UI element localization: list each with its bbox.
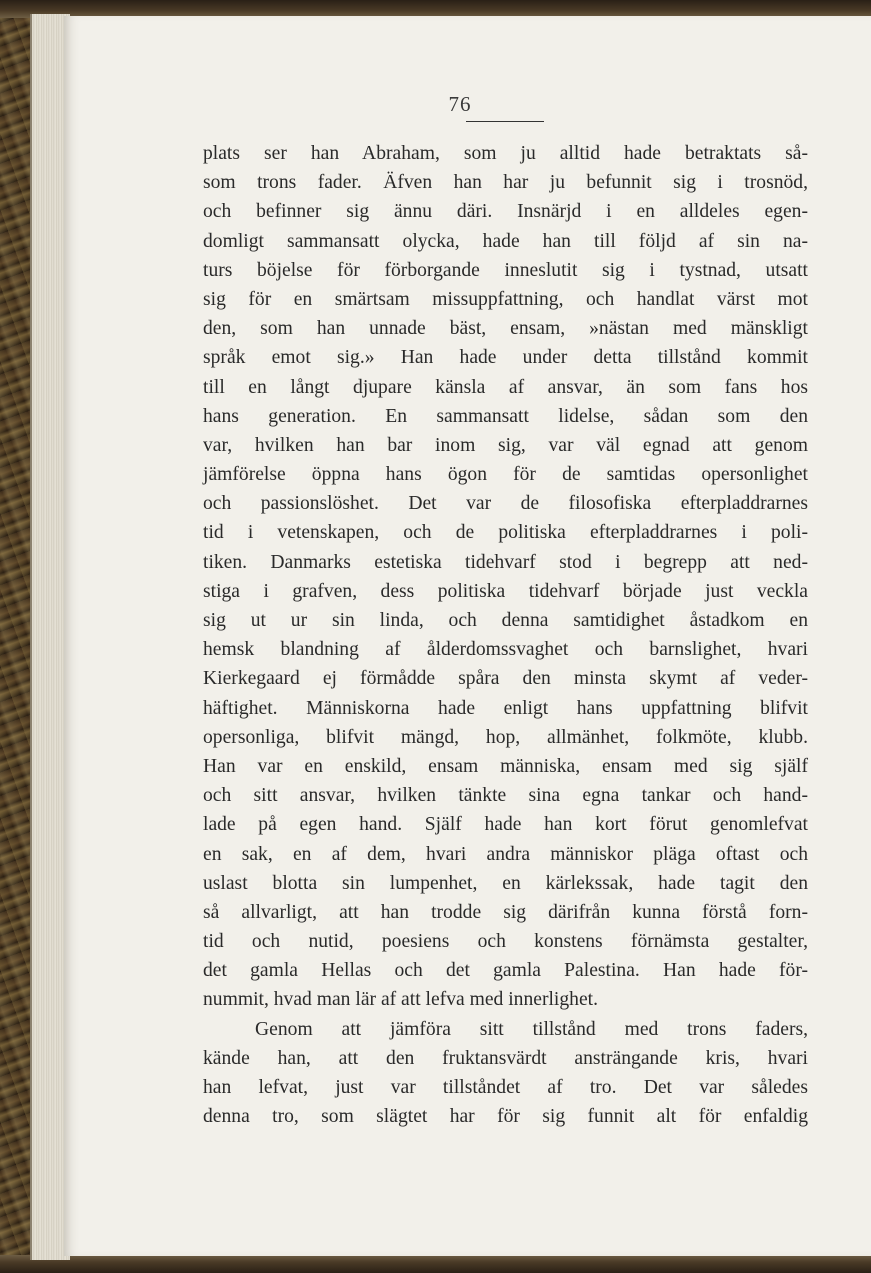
text-line: så allvarligt, att han trodde sig därifrån kunna förstå forn- <box>203 901 808 923</box>
text-line: opersonliga, blifvit mängd, hop, allmänhet, folkmöte, klubb. <box>203 726 808 748</box>
text-line: hans generation. En sammansatt lidelse, sådan som den <box>203 405 808 427</box>
text-line: var, hvilken han bar inom sig, var väl egnad att genom <box>203 434 808 456</box>
text-line: häftighet. Människorna hade enligt hans uppfattning blifvit <box>203 697 808 719</box>
text-line: jämförelse öppna hans ögon för de samtidas opersonlighet <box>203 464 808 486</box>
text-line: uslast blotta sin lumpenhet, en kärlekssak, hade tagit den <box>203 872 808 894</box>
text-line: Genom att jämföra sitt tillstånd med trons faders, <box>255 1018 808 1040</box>
text-line: Kierkegaard ej förmådde spåra den minsta skymt af veder- <box>203 668 808 690</box>
text-line: denna tro, som slägtet har för sig funnit alt för enfaldig <box>203 1106 808 1128</box>
text-line: tid i vetenskapen, och de politiska efterpladdrarnes i poli- <box>203 522 808 544</box>
text-line: han lefvat, just var tillståndet af tro. Det var således <box>203 1077 808 1098</box>
text-line: det gamla Hellas och det gamla Palestina. Han hade för- <box>203 960 808 982</box>
text-line: tid och nutid, poesiens och konstens förnämsta gestalter, <box>203 931 808 953</box>
text-line: lade på egen hand. Själf hade han kort förut genomlefvat <box>203 814 808 836</box>
text-line: en sak, en af dem, hvari andra människor pläga oftast och <box>203 843 808 865</box>
text-line: Han var en enskild, ensam människa, ensam med sig själf <box>203 755 808 777</box>
text-line: och befinner sig ännu däri. Insnärjd i en alldeles egen- <box>203 201 808 223</box>
text-line: den, som han unnade bäst, ensam, »nästan med mänskligt <box>203 318 808 340</box>
text-line: och sitt ansvar, hvilken tänkte sina egna tankar och hand- <box>203 785 808 807</box>
text-line: kände han, att den fruktansvärdt ansträngande kris, hvari <box>203 1047 808 1069</box>
text-line: tiken. Danmarks estetiska tidehvarf stod i begrepp att ned- <box>203 551 808 573</box>
body-text <box>203 139 808 1131</box>
text-line: stiga i grafven, dess politiska tidehvarf började just veckla <box>203 580 808 602</box>
text-line: språk emot sig.» Han hade under detta tillstånd kommit <box>203 347 808 369</box>
text-line: sig för en smärtsam missuppfattning, och handlat värst mot <box>203 288 808 310</box>
text-line: nummit, hvad man lär af att lefva med innerlighet. <box>203 989 599 1011</box>
text-line: turs böjelse för förborgande inneslutit sig i tystnad, utsatt <box>203 259 808 281</box>
text-line: hemsk blandning af ålderdomssvaghet och barnslighet, hvari <box>203 639 808 661</box>
text-line: sig ut ur sin linda, och denna samtidighet åstadkom en <box>203 610 808 631</box>
text-line: och passionslöshet. Det var de filosofiska efterpladdrarnes <box>203 493 808 515</box>
text-line: till en långt djupare känsla af ansvar, än som fans hos <box>203 376 808 398</box>
bottom-edge <box>0 1255 871 1273</box>
page-number: 76 <box>448 92 472 116</box>
page-number-rule <box>466 121 544 122</box>
binding-marbling <box>0 0 34 1273</box>
text-line: som trons fader. Äfven han har ju befunnit sig i trosnöd, <box>203 172 808 194</box>
text-line: plats ser han Abraham, som ju alltid hade betraktats så- <box>203 143 808 164</box>
text-line: domligt sammansatt olycka, hade han till följd af sin na- <box>203 230 808 252</box>
